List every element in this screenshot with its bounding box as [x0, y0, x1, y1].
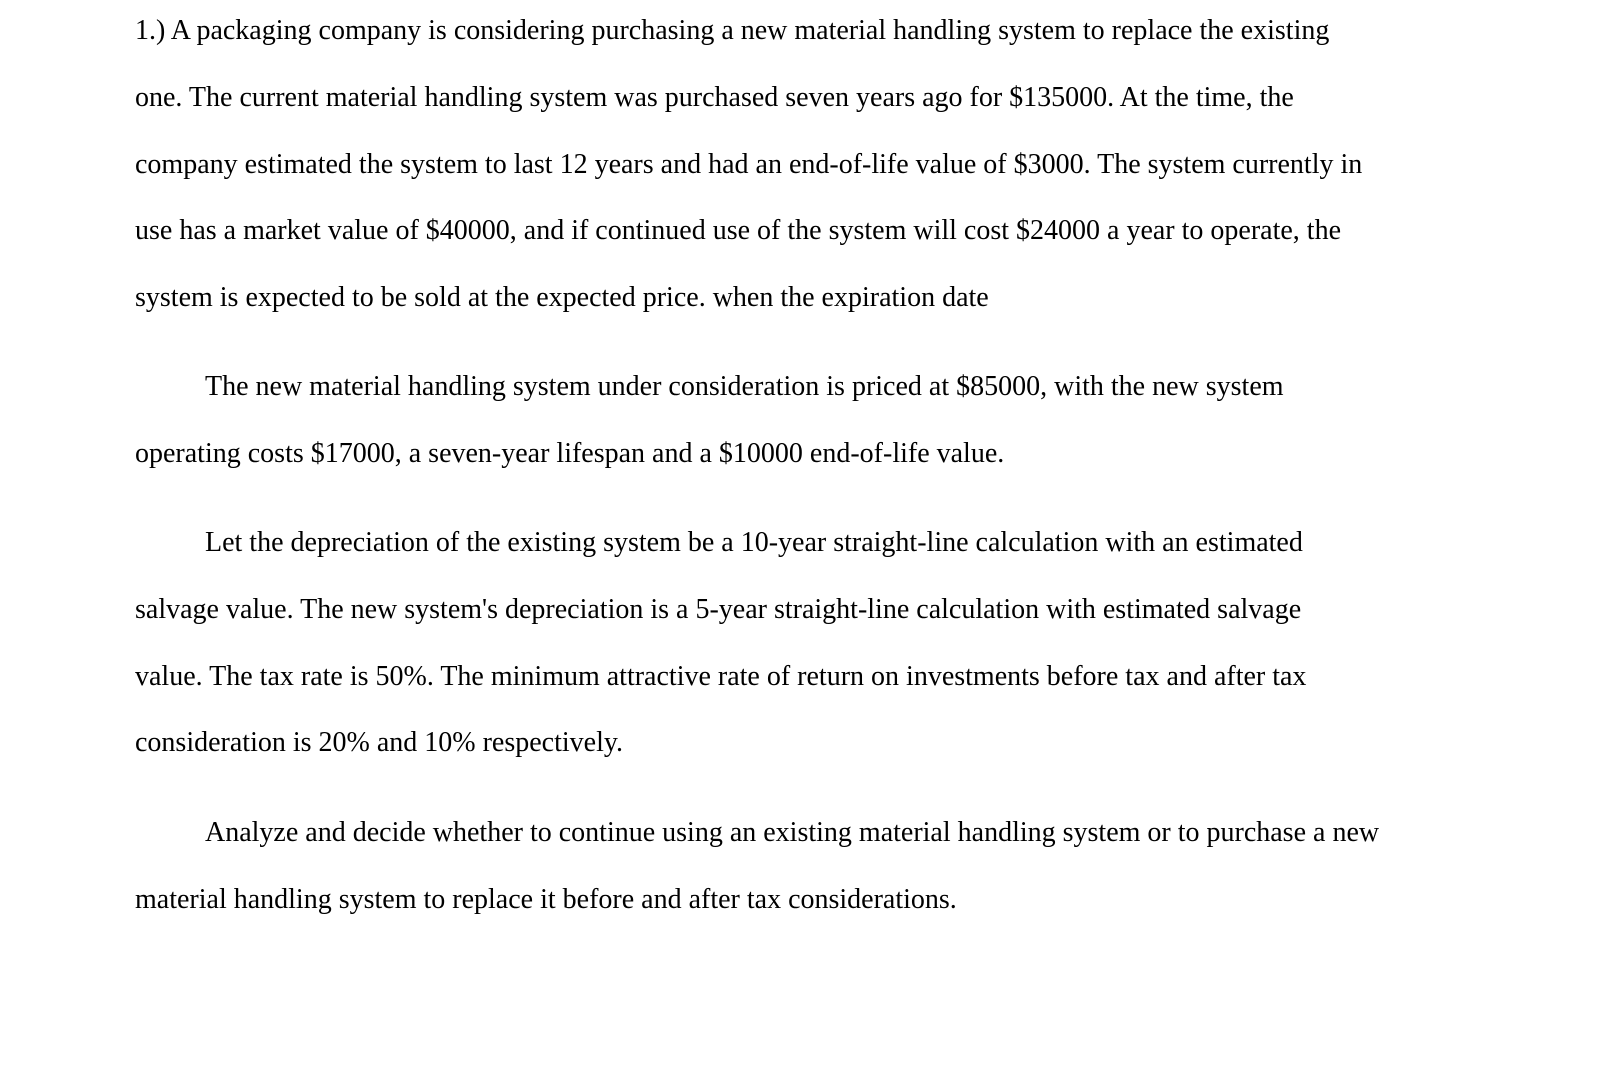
paragraph-line: Analyze and decide whether to continue using an existing material handling system or to purchase a new — [205, 817, 1380, 848]
paragraph-line: company estimated the system to last 12 years and had an end-of-life value of $3000. The system currently in — [135, 149, 1363, 180]
paragraph-line: The new material handling system under consideration is priced at $85000, with the new system — [205, 371, 1284, 402]
paragraph-line: Let the depreciation of the existing system be a 10-year straight-line calculation with an estimated — [205, 527, 1303, 558]
paragraph-line: operating costs $17000, a seven-year lifespan and a $10000 end-of-life value. — [135, 438, 1005, 469]
paragraph-line: system is expected to be sold at the expected price. when the expiration date — [135, 282, 989, 313]
paragraph-line: salvage value. The new system's depreciation is a 5-year straight-line calculation with estimated salvage — [135, 594, 1302, 625]
paragraph-line: use has a market value of $40000, and if continued use of the system will cost $24000 a year to operate, the — [135, 215, 1341, 246]
paragraph-line: consideration is 20% and 10% respectively. — [135, 727, 624, 758]
paragraph-line: material handling system to replace it before and after tax considerations. — [135, 884, 957, 915]
paragraph-line: one. The current material handling system was purchased seven years ago for $135000. At the time, the — [135, 82, 1294, 113]
paragraph-line: value. The tax rate is 50%. The minimum attractive rate of return on investments before tax and after tax — [135, 661, 1307, 692]
paragraph-line: 1.) A packaging company is considering purchasing a new material handling system to replace the existing — [135, 15, 1330, 46]
